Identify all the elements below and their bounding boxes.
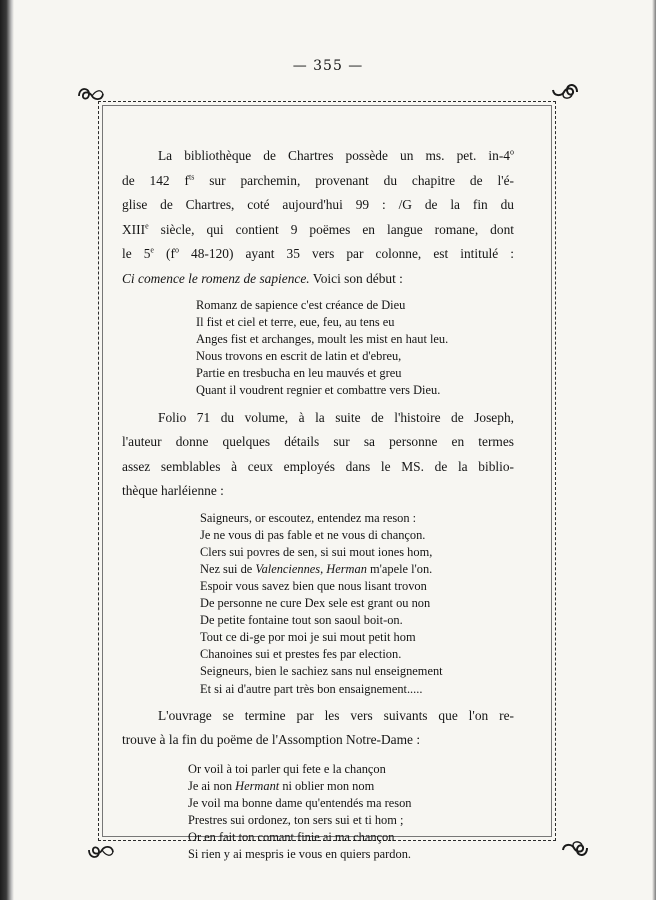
verse-block-3 xyxy=(188,761,514,864)
ornament-flourish-icon xyxy=(86,840,116,862)
author-name: Hermant xyxy=(235,778,280,793)
scan-right-edge xyxy=(652,0,656,900)
paragraph-line: Folio 71 du volume, à la suite de l'histoire de Joseph, xyxy=(158,409,514,425)
intro-line xyxy=(122,169,514,194)
paragraph-line: trouve à la fin du poëme de l'Assomption Notre-Dame : xyxy=(122,732,421,748)
paragraph-line: L'ouvrage se termine par les vers suivants que l'on re- xyxy=(158,707,514,723)
intro-text: La bibliothèque de Chartres possède un ms. pet. in-4 xyxy=(158,148,510,163)
intro-line xyxy=(122,267,514,292)
verse-block-2 xyxy=(200,510,514,698)
verse-block-1 xyxy=(196,297,514,400)
verse-line: Si rien y ai mespris ie vous en quiers pardon. xyxy=(188,847,411,862)
ornament-flourish-icon xyxy=(560,838,590,860)
intro-text: siècle, qui contient 9 poëmes en langue romane, dont xyxy=(148,221,514,237)
intro-text: XIII xyxy=(122,221,146,237)
verse-line xyxy=(200,561,514,578)
verse-line: Je voil ma bonne dame qu'entendés ma reson xyxy=(188,795,412,810)
work-title: Ci comence le romenz de sapience. xyxy=(122,270,310,286)
page-content xyxy=(122,144,514,863)
verse-line: Or voil à toi parler qui fete e la chançon xyxy=(188,761,386,776)
verse-line: Chanoines sui et prestes fes par election. xyxy=(200,647,402,662)
verse-line: Partie en tresbucha en leu mauvés et greu xyxy=(196,366,402,381)
verse-line: Clers sui povres de sen, si sui mout iones hom, xyxy=(200,544,433,559)
intro-text: 48-120) ayant 35 vers par colonne, est intitulé : xyxy=(178,246,514,261)
intro-text: (f xyxy=(153,246,175,261)
superscript: o xyxy=(510,147,514,157)
intro-text: le 5 xyxy=(122,246,151,261)
intro-line xyxy=(122,144,514,169)
verse-text: m'apele l'on. xyxy=(366,561,433,576)
ornament-flourish-icon xyxy=(76,84,106,106)
verse-line: Quant il voudrent regnier et combattre vers Dieu. xyxy=(196,383,441,398)
scan-dark-edge xyxy=(0,0,14,900)
verse-line: De personne ne cure Dex sele est grant ou non xyxy=(200,596,431,611)
page-number: — 355 — xyxy=(292,58,364,74)
intro-line: glise de Chartres, coté aujourd'hui 99 : /G de la fin du xyxy=(122,197,514,212)
verse-line: Seigneurs, bien le sachiez sans nul enseignement xyxy=(200,664,443,679)
ornament-flourish-icon xyxy=(550,80,580,102)
intro-line xyxy=(122,218,514,243)
superscript: e xyxy=(145,221,149,231)
paragraph-2 xyxy=(122,406,514,504)
verse-text: Nez sui de xyxy=(200,561,256,576)
intro-line xyxy=(122,242,514,267)
verse-line: Romanz de sapience c'est créance de Dieu xyxy=(196,298,406,312)
verse-line: Saigneurs, or escoutez, entendez ma reson : xyxy=(200,510,417,525)
verse-line: Anges fist et archanges, moult les mist en haut leu. xyxy=(196,332,449,347)
verse-line: Espoir vous savez bien que nous lisant trovon xyxy=(200,578,427,593)
superscript: ts xyxy=(188,172,195,182)
verse-line: Je ne vous di pas fable et ne vous di chançon. xyxy=(200,527,426,542)
verse-line xyxy=(188,778,514,795)
verse-line: Il fist et ciel et terre, eue, feu, au tens eu xyxy=(196,315,395,330)
verse-line: Or en fait ton comant finie ai ma chançon xyxy=(188,829,395,844)
superscript: e xyxy=(150,245,154,255)
author-name: Valenciennes, Herman xyxy=(255,561,367,576)
verse-line: De petite fontaine tout son saoul boit-on. xyxy=(200,613,403,628)
paragraph-3 xyxy=(122,704,514,753)
intro-paragraph xyxy=(122,144,514,291)
paragraph-line: assez semblables à ceux employés dans le MS. de la biblio- xyxy=(122,458,514,474)
verse-line: Et si ai d'autre part très bon ensaignement..... xyxy=(200,681,423,696)
intro-text: sur parchemin, provenant du chapitre de l'é- xyxy=(194,172,514,188)
verse-line: Nous trovons en escrit de latin et d'ebreu, xyxy=(196,349,402,364)
verse-text: Je ai non xyxy=(188,778,236,793)
verse-line: Prestres sui ordonez, ton sers sui et ti hom ; xyxy=(188,812,404,827)
verse-line: Tout ce di-ge por moi je sui mout petit hom xyxy=(200,630,416,645)
intro-text: Voici son début : xyxy=(309,270,403,286)
verse-text: ni oblier mon nom xyxy=(279,778,375,793)
paragraph-line: l'auteur donne quelques détails sur sa personne en termes xyxy=(122,434,514,450)
intro-text: de 142 f xyxy=(122,172,189,188)
paragraph-line: thèque harléienne : xyxy=(122,483,224,499)
superscript: o xyxy=(174,245,179,255)
